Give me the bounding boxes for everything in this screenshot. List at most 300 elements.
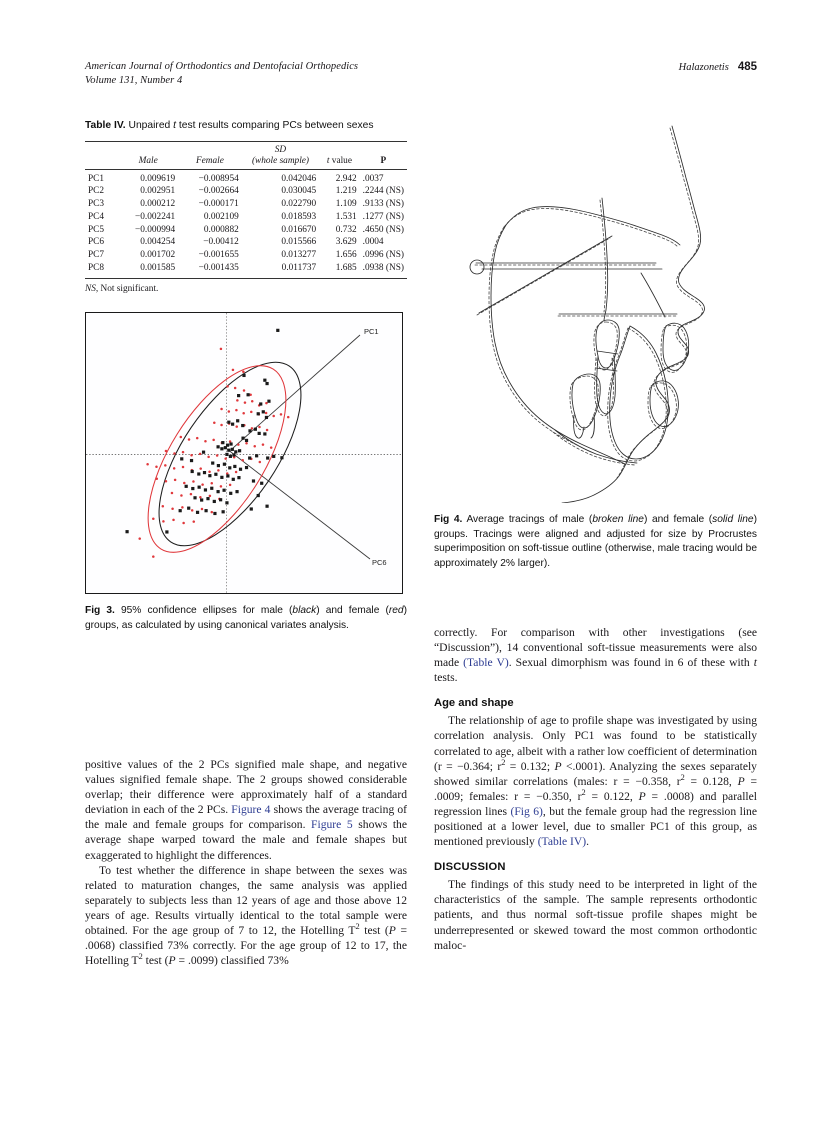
scatter-point-male [187,507,190,510]
scatter-point-female [201,483,204,486]
fig4-cap-2: ) and female ( [643,514,713,525]
scatter-point-male [191,470,194,473]
group-header-spacer-2 [118,141,178,155]
scatter-point-female [165,480,168,483]
rp2-g: = .0008) and parallel regression lines [434,789,758,818]
scatter-point-female [220,485,223,488]
rp2-sup-2: 2 [680,772,685,782]
lp2-sup-1: 2 [355,922,360,932]
col-header-p: P [360,155,407,169]
scatter-point-male [193,496,196,499]
scatter-point-female [213,421,216,424]
col-header-pc [85,155,118,169]
scatter-point-female [152,518,155,521]
lp2-it-1: P [388,924,396,938]
cell-sd: 0.016670 [281,224,317,235]
scatter-point-male [233,465,236,468]
scatter-point-female [171,507,174,510]
cell-pc: PC8 [88,262,105,273]
scatter-svg [86,313,402,593]
footnote-abbr: NS, [85,283,99,294]
scatter-point-female [204,440,207,443]
table-row [85,262,407,277]
scatter-point-female [235,425,238,428]
fig3-cap-it-1: black [292,604,317,616]
scatter-point-male [235,490,238,493]
cell-male: 0.001585 [140,262,176,273]
table-row [85,198,407,211]
author-name: Halazonetis [678,62,729,73]
fig4-cap-3: ) groups. Tracings were aligned and adjusted for size by Procrustes superimposition on soft-tissue outline (otherwise, male tracing would be approximately 2% larger). [434,514,757,569]
lp2-e: = .0099) classified 73% [175,954,289,968]
scatter-point-male [200,498,203,501]
figure-4-cephalometric-tracing [434,118,757,503]
link-table-v[interactable]: (Table V) [463,656,509,670]
scatter-point-female [155,465,158,468]
scatter-point-female [229,440,232,443]
fig4-cap-1: Average tracings of male ( [462,514,593,525]
scatter-point-male [213,500,216,503]
cell-tvalue: 1.656 [335,250,357,261]
scatter-point-male [232,453,235,456]
scatter-point-male [234,450,237,453]
scatter-point-female [212,439,215,442]
scatter-point-female [243,389,246,392]
scatter-point-female [208,470,211,473]
cell-male: 0.004254 [140,237,176,248]
scatter-point-female [182,466,185,469]
col-header-sd-sample: (whole sample) [242,155,319,169]
cranial-base-outline [506,207,680,245]
pc1-axis-line [233,335,360,448]
cell-female: 0.002109 [203,211,239,222]
scatter-point-male [241,424,244,427]
running-head [85,60,757,94]
rp2-h: , but the female group had the regression line positioned at a lower level, due to smaller PC1 of this group, as mentioned previously [434,804,757,849]
female-soft-tissue-outline [562,126,705,503]
cell-sd: 0.022790 [281,199,317,210]
fig4-cap-it-2: solid line [712,514,754,525]
table-label: Table IV. [85,120,126,131]
figure-3-scatter-plot [85,312,403,594]
figure-4-caption [434,513,757,571]
cell-pvalue: .0996 (NS) [362,250,404,261]
rp2-it-3: P [638,789,646,803]
mandibular-ramus-line [641,273,665,317]
scatter-point-male [248,429,251,432]
scatter-point-female [188,438,191,441]
posterior-cranial-outline [491,225,625,464]
scatter-point-female [207,456,210,459]
mandible-lower-border [555,430,637,463]
scatter-point-male [247,393,250,396]
scatter-point-male [248,456,251,459]
scatter-point-female [164,464,167,467]
scatter-point-male [263,379,266,382]
volume-issue: Volume 131, Number 4 [85,75,183,86]
figure-3-caption [85,604,407,633]
scatter-point-male [226,474,229,477]
scatter-point-male [216,490,219,493]
scatter-point-female [173,467,176,470]
scatter-point-female [251,400,254,403]
rp2-e: = .0009; females: r = −0.350, r [434,774,758,803]
cell-tvalue: 0.732 [335,224,357,235]
rp2-sup-1: 2 [501,757,506,767]
scatter-point-male [190,459,193,462]
rp2-b: = 0.132; [505,759,555,773]
table-body [85,169,407,277]
scatter-point-female [152,555,155,558]
scatter-point-female [180,436,183,439]
scatter-point-female [226,385,229,388]
scatter-point-female [209,495,212,498]
scatter-point-male [229,492,232,495]
scatter-point-female [226,472,229,475]
scatter-point-female [173,452,176,455]
pc1-axis-label: PC1 [364,326,379,336]
scatter-point-male [267,400,270,403]
cell-female: −0.00412 [203,237,239,248]
rp1-it: t [753,656,757,670]
group-header-spacer-5 [360,141,407,155]
lp2-sup-2: 2 [138,952,143,962]
scatter-point-female [190,454,193,457]
table-footnote [85,284,407,294]
scatter-point-female [220,424,223,427]
cell-tvalue: 2.942 [335,173,357,184]
scatter-point-male [257,494,260,497]
scatter-point-female [224,457,227,460]
lp1-c: shows the average shape warped toward the male and female shapes but exaggerated to highlight the differences. [85,818,407,862]
scatter-point-female [156,477,159,480]
cell-tvalue: 1.109 [335,199,357,210]
scatter-point-male [217,464,220,467]
lp2-d: test ( [142,954,169,968]
cell-pvalue: .0037 [362,173,384,184]
scatter-point-male [280,456,283,459]
scatter-point-female [183,482,186,485]
left-paragraph-1 [85,757,407,863]
scatter-point-male [213,512,216,515]
col-header-male: Male [118,155,178,169]
group-header-spacer-4 [319,141,359,155]
scatter-point-male [237,394,240,397]
link-figure-4[interactable]: Figure 4 [231,803,271,817]
cell-pc: PC2 [88,186,105,197]
scatter-point-female [165,450,168,453]
scatter-point-male [223,463,226,466]
scatter-point-male [165,530,168,533]
cell-female: −0.001655 [198,250,239,261]
cell-pvalue: .0938 (NS) [362,262,404,273]
cell-pc: PC5 [88,224,105,235]
scatter-point-male [265,505,268,508]
scatter-point-male [260,482,263,485]
scatter-point-female [251,427,254,430]
scatter-point-female [146,463,149,466]
scatter-point-male [241,437,244,440]
fig4-cap-it-1: broken line [592,514,644,525]
table-row [85,249,407,262]
scatter-point-male [257,412,260,415]
female-confidence-ellipse [121,344,313,574]
scatter-point-male [197,472,200,475]
scatter-point-male [204,509,207,512]
cell-sd: 0.018593 [281,211,317,222]
scatter-point-female [180,494,183,497]
scatter-point-female [262,443,265,446]
scatter-point-female [250,411,253,414]
scatter-point-male [179,509,182,512]
table-row [85,223,407,236]
cell-sd: 0.030045 [281,186,317,197]
scatter-point-female [211,511,214,514]
rp1-c: tests. [434,671,458,685]
left-column-body [85,757,407,968]
right-paragraph-3: The findings of this study need to be interpreted in light of the characteristics of the sample. The sample represents orthodontic patients, and thus normal soft-tissue profile shapes might be underrepresented or skewed toward the most common orthodontic maloc- [434,878,757,952]
cell-tvalue: 1.219 [335,186,357,197]
tracing-svg [434,118,757,503]
scatter-point-male [225,501,228,504]
cell-pc: PC3 [88,199,105,210]
table-caption [85,118,407,134]
scatter-point-female [242,371,245,374]
t-test-results-table [85,141,407,277]
scatter-point-male [250,507,253,510]
right-column-top [434,118,757,571]
scatter-point-male [231,448,234,451]
scatter-point-female [171,492,174,495]
scatter-point-female [138,537,141,540]
cell-pvalue: .2244 (NS) [362,186,404,197]
scatter-point-male [231,423,234,426]
scatter-point-male [198,486,201,489]
cell-male: 0.000212 [140,199,176,210]
cell-male: −0.002241 [135,211,176,222]
scatter-point-male [208,474,211,477]
scatter-point-male [222,510,225,513]
scatter-point-female [280,413,283,416]
scatter-point-female [190,493,193,496]
cell-tvalue: 1.531 [335,211,357,222]
scatter-point-female [272,415,275,418]
rp2-i: . [586,835,590,849]
scatter-point-female [181,506,184,509]
lp2-b: test ( [359,924,389,938]
group-header-spacer-1 [85,141,118,155]
cell-sd: 0.015566 [281,237,317,248]
scatter-point-male [196,511,199,514]
molar-outline [663,323,689,370]
cell-tvalue: 1.685 [335,262,357,273]
male-mandible-symphysis [608,328,667,461]
scatter-point-female [196,437,199,440]
cell-male: −0.000994 [135,224,176,235]
rp1-a: correctly. For comparison with other investigations (see “Discussion”), 14 conventional soft-tissue measurements were also made [434,626,757,670]
scatter-point-female [201,508,204,511]
table-caption-text-1: Unpaired [125,120,174,131]
group-header-spacer-3 [178,141,242,155]
scatter-point-female [172,519,175,522]
running-head-right [679,60,757,75]
scatter-point-female [193,520,196,523]
scatter-point-female [258,426,261,429]
scatter-point-male [272,455,275,458]
scatter-point-female [265,412,268,415]
scatter-point-male [242,374,245,377]
scatter-point-male [265,382,268,385]
scatter-point-female [235,471,238,474]
rp2-sup-3: 2 [581,787,586,797]
link-fig-6[interactable]: (Fig 6) [510,804,543,818]
scatter-point-male [239,468,242,471]
scatter-point-male [266,456,269,459]
male-cranial-base-outline [504,209,678,247]
scatter-point-male [224,446,227,449]
scatter-point-male [227,421,230,424]
scatter-point-male [221,441,224,444]
left-paragraph-2 [85,863,407,969]
scatter-point-female [191,509,194,512]
right-paragraph-2 [434,713,757,849]
col-header-female: Female [178,155,242,169]
scatter-point-female [236,399,239,402]
rp1-b: . Sexual dimorphism was found in 6 of these with [508,656,754,670]
scatter-point-female [199,467,202,470]
scatter-point-female [162,520,165,523]
table-header-row [85,155,407,169]
scatter-point-male [220,447,223,450]
pc6-axis-line [227,449,370,559]
scatter-point-female [174,479,177,482]
scatter-point-male [245,466,248,469]
scatter-point-male [203,471,206,474]
scatter-point-male [245,439,248,442]
scatter-point-male [191,487,194,490]
group-header-sd: SD [242,141,319,155]
cell-tvalue: 3.629 [335,237,357,248]
col-header-t-value: t value [319,155,359,169]
fig3-cap-2: ) and female ( [316,604,389,616]
scatter-point-female [241,459,244,462]
scatter-point-female [265,402,268,405]
scatter-point-female [216,454,219,457]
scatter-point-female [234,387,237,390]
scatter-point-male [228,466,231,469]
scatter-point-female [199,453,202,456]
cell-sd: 0.013277 [281,250,317,261]
table-group-header-row [85,141,407,155]
scatter-point-male [258,432,261,435]
table-caption-text-2: test results comparing PCs between sexes [176,120,374,131]
scatter-point-female [229,484,232,487]
cell-pc: PC1 [88,173,105,184]
scatter-point-male [229,442,232,445]
scatter-point-female [235,409,238,412]
cell-pc: PC4 [88,211,105,222]
lp2-a: To test whether the difference in shape between the sexes was related to maturation changes, the same analysis was applied separately to subjects less than 12 years of age and those above 12 years of age. Results virtually identical to the total sample were obtained. For the age group of 7 to 12, the Hotelling T [85,863,407,938]
lower-incisor-crown [572,374,600,428]
scatter-point-male [237,476,240,479]
pc6-axis-label: PC6 [372,557,387,567]
scatter-point-female [266,429,269,432]
scatter-point-male [125,530,128,533]
scatter-point-male [210,487,213,490]
cell-pc: PC7 [88,250,105,261]
left-column-top [85,118,407,633]
rp2-it-1: P [554,759,562,773]
rp2-c: <.0001). Analyzing the sexes separately showed similar correlations (males: r = −0.358, r [434,759,757,788]
fig4-label: Fig 4. [434,514,463,525]
page-number: 485 [737,61,757,73]
scatter-point-male [214,473,217,476]
scatter-point-female [211,482,214,485]
scatter-point-male [227,449,230,452]
scatter-point-female [244,401,247,404]
cell-pvalue: .0004 [362,237,384,248]
scatter-point-male [232,478,235,481]
lp2-c: = .0068) classified 73% correctly. For the age group of 12 to 17, the Hotelling T [85,924,407,968]
scatter-point-female [232,369,235,372]
link-figure-5[interactable]: Figure 5 [311,818,353,832]
scatter-point-male [229,455,232,458]
scatter-point-male [185,485,188,488]
scatter-point-male [180,457,183,460]
heading-discussion: DISCUSSION [434,861,506,874]
link-table-iv[interactable]: (Table IV) [537,835,587,849]
rp2-a: The relationship of age to profile shape was investigated by using correlation analysis. Only PC1 was found to be statistically correlated to age, albeit with a rather low coefficient of determination (r = −0.364; r [434,714,757,773]
mandible-symphysis [610,326,669,459]
table-row [85,185,407,198]
scatter-point-female [287,416,290,419]
scatter-point-male [206,497,209,500]
male-upper-incisor [594,322,617,370]
porion-circle [470,260,484,274]
lp1-b: shows the average tracing of the male and female groups for comparison. [85,803,407,832]
scatter-point-female [220,348,223,351]
fig3-label: Fig 3. [85,604,115,616]
cell-sd: 0.011737 [281,262,317,273]
fig3-cap-1: 95% confidence ellipses for male ( [114,604,293,616]
scatter-point-female [270,446,273,449]
ramus-oblique-line [479,236,612,313]
scatter-point-female [162,505,165,508]
scatter-point-male [216,445,219,448]
scatter-point-male [222,489,225,492]
cell-pvalue: .9133 (NS) [362,199,404,210]
table-row [85,169,407,185]
scatter-point-female [249,393,252,396]
scatter-point-female [182,522,185,525]
scatter-point-female [259,461,262,464]
scatter-point-male [219,498,222,501]
scatter-point-male [263,432,266,435]
cell-female: −0.000171 [198,199,239,210]
scatter-point-male [204,488,207,491]
table-row [85,236,407,249]
journal-title: American Journal of Orthodontics and Dentofacial Orthopedics [85,61,359,72]
cell-male: 0.001702 [140,250,176,261]
cell-female: 0.000882 [203,224,239,235]
scatter-point-female [192,480,195,483]
scatter-point-male [202,451,205,454]
scatter-point-female [182,451,185,454]
scatter-point-male [220,476,223,479]
cell-pvalue: .1277 (NS) [362,211,404,222]
rp2-d: = 0.128, [684,774,738,788]
scatter-point-male [211,461,214,464]
